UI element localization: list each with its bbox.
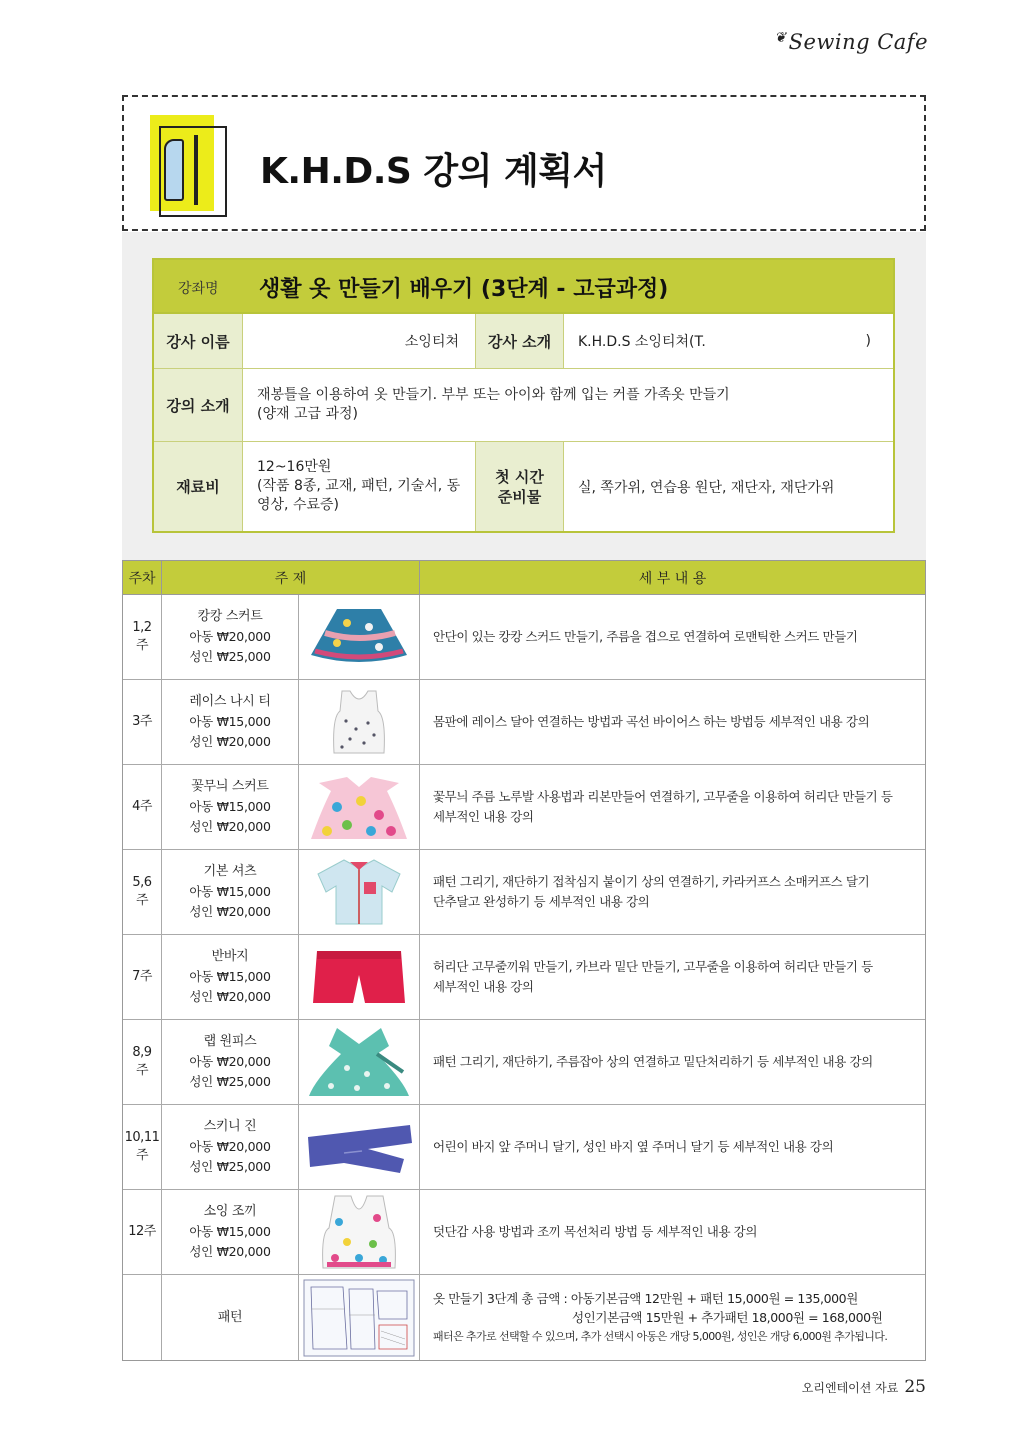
schedule-row (123, 765, 925, 850)
header-topic: 주 제 (162, 561, 420, 595)
week-cell (123, 1275, 162, 1360)
instructor-name: 소잉티쳐 (243, 314, 476, 368)
page-footer (802, 1377, 926, 1397)
topic-cell (162, 850, 299, 934)
schedule-row (123, 1020, 925, 1105)
kid-price: 아동 ₩15,000 (189, 1224, 271, 1239)
course-name: 생활 옷 만들기 배우기 (3단계 - 고급과정) (259, 277, 669, 302)
week-cell: 10,11 주 (123, 1105, 162, 1189)
page-title: K.H.D.S 강의 계획서 (260, 151, 607, 192)
instructor-intro: K.H.D.S 소잉티쳐(T. ) (578, 333, 871, 350)
page-number: 25 (904, 1377, 926, 1397)
schedule-row (123, 595, 925, 680)
kid-price: 아동 ₩15,000 (189, 799, 271, 814)
sprig-icon: ❦ (774, 30, 787, 46)
week-cell: 7주 (123, 935, 162, 1019)
week-cell: 5,6 주 (123, 850, 162, 934)
header-week: 주차 (123, 561, 162, 595)
kid-price: 아동 ₩15,000 (189, 884, 271, 899)
topic-cell (162, 1275, 299, 1360)
pattern-diagram (299, 1275, 420, 1360)
instructor-intro-label: 강사 소개 (476, 314, 564, 368)
week-cell: 12주 (123, 1190, 162, 1274)
detail-cell: 패턴 그리기, 재단하기 접착심지 붙이기 상의 연결하기, 카라커프스 소매커프스 달기 단추달고 완성하기 등 세부적인 내용 강의 (433, 874, 870, 909)
week-cell: 8,9 주 (123, 1020, 162, 1104)
detail-cell: 몸판에 레이스 달아 연결하는 방법과 곡선 바이어스 하는 방법등 세부적인 내용 강의 (433, 714, 870, 729)
instructor-row (154, 314, 893, 369)
header-detail: 세 부 내 용 (638, 571, 707, 587)
adult-price: 성인 ₩25,000 (189, 1159, 271, 1174)
schedule-row (123, 1105, 925, 1190)
detail-cell: 덧단감 사용 방법과 조끼 목선처리 방법 등 세부적인 내용 강의 (433, 1224, 758, 1239)
wrap-dress-photo (299, 1020, 420, 1104)
schedule-header (123, 561, 925, 595)
week-cell: 1,2 주 (123, 595, 162, 679)
adult-price: 성인 ₩25,000 (189, 649, 271, 664)
topic-name: 캉캉 스커트 (197, 609, 263, 624)
brand-logo: ❦Sewing Cafe (774, 30, 928, 54)
adult-price: 성인 ₩25,000 (189, 1074, 271, 1089)
topic-name: 기본 셔츠 (203, 864, 257, 879)
pattern-icon (150, 115, 214, 211)
course-name-row (154, 260, 893, 314)
topic-name: 소잉 조끼 (203, 1204, 257, 1219)
topic-name: 꽃무늬 스커트 (191, 779, 269, 794)
schedule-row (123, 850, 925, 935)
detail-cell: 패턴 그리기, 재단하기, 주름잡아 상의 연결하고 밑단처리하기 등 세부적인 내용 강의 (433, 1054, 873, 1069)
detail-cell: 허리단 고무줄끼워 만들기, 카브라 밑단 만들기, 고무줄을 이용하여 허리단 만들기 등 세부적인 내용 강의 (433, 959, 873, 994)
topic-cell (162, 765, 299, 849)
shirt-photo (299, 850, 420, 934)
skirt-photo (299, 595, 420, 679)
kid-price: 아동 ₩20,000 (189, 1054, 271, 1069)
topic-cell (162, 1020, 299, 1104)
vest-photo (299, 1190, 420, 1274)
course-label: 강좌명 (178, 281, 219, 297)
course-intro-row (154, 369, 893, 442)
topic-cell (162, 1190, 299, 1274)
adult-price: 성인 ₩20,000 (189, 989, 271, 1004)
adult-price: 성인 ₩20,000 (189, 734, 271, 749)
adult-price: 성인 ₩20,000 (189, 904, 271, 919)
pattern-row (123, 1275, 925, 1360)
kid-price: 아동 ₩15,000 (189, 969, 271, 984)
adult-price: 성인 ₩20,000 (189, 819, 271, 834)
kid-price: 아동 ₩15,000 (189, 714, 271, 729)
topic-name: 스키니 진 (203, 1119, 257, 1134)
kid-price: 아동 ₩20,000 (189, 1139, 271, 1154)
schedule-table (122, 560, 926, 1361)
adult-price: 성인 ₩20,000 (189, 1244, 271, 1259)
topic-cell (162, 595, 299, 679)
course-intro: 재봉틀을 이용하여 옷 만들기. 부부 또는 아이와 함께 입는 커플 가족옷 만들기 (양재 고급 과정) (257, 387, 730, 422)
topic-name: 랩 원피스 (203, 1034, 257, 1049)
course-intro-label: 강의 소개 (154, 369, 243, 441)
prep-label: 첫 시간 준비물 (476, 442, 564, 531)
topic-cell (162, 935, 299, 1019)
kid-price: 아동 ₩20,000 (189, 629, 271, 644)
prep-value: 실, 쪽가위, 연습용 원단, 재단자, 재단가위 (578, 479, 835, 496)
title-box (122, 95, 926, 231)
detail-cell: 안단이 있는 캉캉 스커드 만들기, 주름을 겹으로 연결하여 로맨틱한 스커드 만들기 (433, 629, 858, 644)
topic-cell (162, 1105, 299, 1189)
schedule-row (123, 935, 925, 1020)
schedule-row (123, 1190, 925, 1275)
footer-label: 오리엔테이션 자료 (801, 1381, 899, 1395)
topic-name: 레이스 나시 티 (189, 694, 271, 709)
instructor-name-label: 강사 이름 (154, 314, 243, 368)
jeans-photo (299, 1105, 420, 1189)
tank-top-photo (299, 680, 420, 764)
detail-cell: 어린이 바지 앞 주머니 달기, 성인 바지 옆 주머니 달기 등 세부적인 내용 강의 (433, 1139, 834, 1154)
fee-label: 재료비 (154, 442, 243, 531)
detail-cell: 꽃무늬 주름 노루발 사용법과 리본만들어 연결하기, 고무줄을 이용하여 허리단 만들기 등 세부적인 내용 강의 (433, 789, 893, 824)
course-info-table (152, 258, 895, 533)
week-cell: 3주 (123, 680, 162, 764)
shorts-photo (299, 935, 420, 1019)
topic-cell (162, 680, 299, 764)
week-cell: 4주 (123, 765, 162, 849)
topic-name: 반바지 (211, 949, 249, 964)
floral-skirt-photo (299, 765, 420, 849)
detail-cell: 옷 만들기 3단계 총 금액 : 아동기본금액 12만원 + 패턴 15,000원 = 135,000원 성인기본금액 15만원 + 추가패턴 18,000원 = 168,000원 패터은 추가로 선택할 수 있으며, 추가 선택시 아동은 개당 5,000원, 성인은 개당 6,000원 추가됩니다. (433, 1291, 888, 1343)
fee-value: 12~16만원 (작품 8종, 교재, 패턴, 기술서, 동 영상, 수료증) (243, 442, 476, 531)
topic-name: 패턴 (217, 1309, 243, 1325)
schedule-row (123, 680, 925, 765)
fee-row (154, 442, 893, 531)
